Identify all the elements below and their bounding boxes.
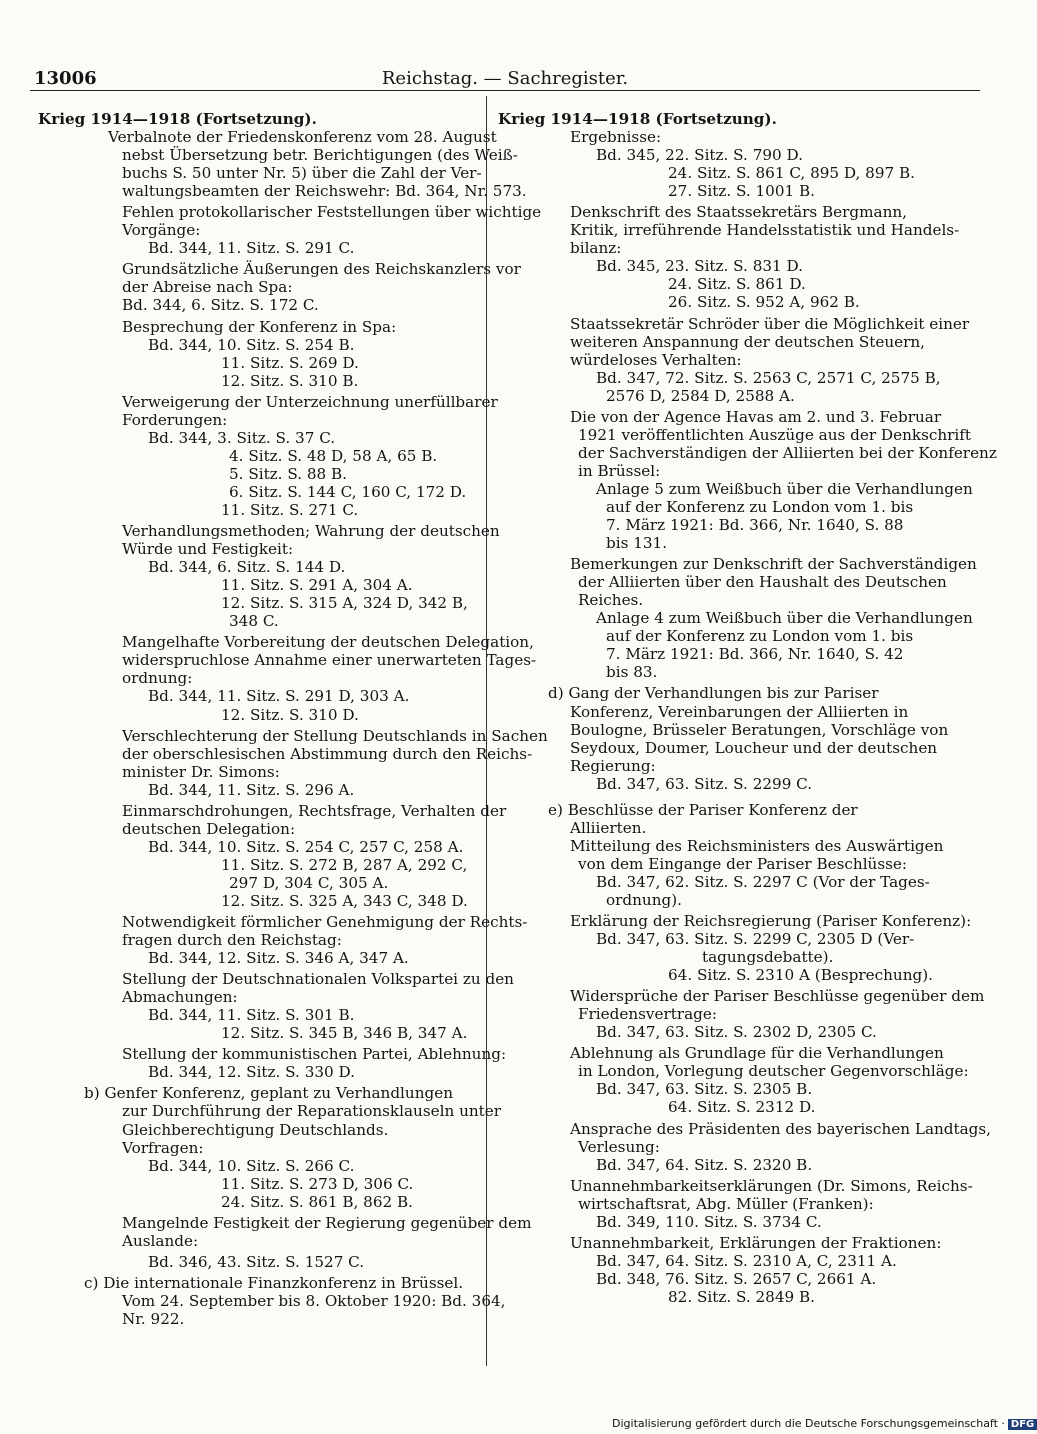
left-index-line: der oberschlesischen Abstimmung durch den Reichs- — [122, 744, 533, 763]
right-index-line: Bd. 347, 63. Sitz. S. 2302 D, 2305 C. — [596, 1023, 877, 1042]
left-index-line: 12. Sitz. S. 325 A, 343 C, 348 D. — [221, 891, 468, 910]
left-index-line: Notwendigkeit förmlicher Genehmigung der Rechts- — [122, 913, 528, 932]
right-index-line: Bd. 347, 62. Sitz. S. 2297 C (Vor der Tages- — [596, 872, 930, 891]
right-index-line: Alliierten. — [570, 818, 647, 837]
right-index-line: der Sachverständigen der Alliierten bei der Konferenz — [578, 443, 997, 462]
left-index-line: 11. Sitz. S. 272 B, 287 A, 292 C, — [221, 855, 468, 874]
left-index-line: Bd. 344, 3. Sitz. S. 37 C. — [148, 428, 336, 447]
left-index-line: Bd. 344, 11. Sitz. S. 291 D, 303 A. — [148, 687, 410, 706]
right-index-line: bilanz: — [570, 239, 622, 258]
right-index-line: 82. Sitz. S. 2849 B. — [668, 1287, 815, 1306]
right-index-line: Krieg 1914—1918 (Fortsetzung). — [498, 110, 777, 128]
left-index-line: widerspruchlose Annahme einer unerwarteten Tages- — [122, 651, 537, 670]
left-index-line: fragen durch den Reichstag: — [122, 931, 342, 950]
right-index-line: Bemerkungen zur Denkschrift der Sachverständigen — [570, 555, 977, 574]
right-index-line: 24. Sitz. S. 861 C, 895 D, 897 B. — [668, 164, 915, 183]
left-index-line: c) Die internationale Finanzkonferenz in Brüssel. — [84, 1273, 464, 1292]
left-index-line: ordnung: — [122, 669, 193, 688]
right-column — [498, 110, 997, 1306]
right-index-line: Reiches. — [578, 591, 644, 610]
right-index-line: Bd. 345, 23. Sitz. S. 831 D. — [596, 257, 803, 276]
right-index-line: ordnung). — [606, 890, 682, 909]
right-index-line: 64. Sitz. S. 2310 A (Besprechung). — [668, 966, 933, 985]
left-index-line: 12. Sitz. S. 310 B. — [221, 371, 359, 390]
right-index-line: 1921 veröffentlichten Auszüge aus der Denkschrift — [578, 425, 972, 444]
footer-text: Digitalisierung gefördert durch die Deutsche Forschungsgemeinschaft · — [612, 1417, 1005, 1430]
right-index-line: bis 131. — [606, 534, 668, 553]
left-index-line: Mangelhafte Vorbereitung der deutschen Delegation, — [122, 633, 534, 652]
right-index-line: Bd. 345, 22. Sitz. S. 790 D. — [596, 146, 803, 165]
left-index-line: zur Durchführung der Reparationsklauseln unter — [122, 1102, 501, 1121]
right-index-line: würdeloses Verhalten: — [570, 350, 742, 369]
left-index-line: 12. Sitz. S. 315 A, 324 D, 342 B, — [221, 594, 468, 613]
left-index-line: 24. Sitz. S. 861 B, 862 B. — [221, 1192, 413, 1211]
right-index-line: in London, Vorlegung deutscher Gegenvorschläge: — [578, 1062, 969, 1081]
right-index-line: Regierung: — [570, 756, 656, 775]
left-index-line: Abmachungen: — [122, 988, 238, 1007]
right-index-line: Bd. 348, 76. Sitz. S. 2657 C, 2661 A. — [596, 1269, 877, 1288]
right-index-line: Die von der Agence Havas am 2. und 3. Februar — [570, 407, 942, 426]
right-index-line: d) Gang der Verhandlungen bis zur Pariser — [548, 684, 879, 703]
left-index-line: Würde und Festigkeit: — [122, 540, 294, 559]
right-index-line: Widersprüche der Pariser Beschlüsse gegenüber dem — [570, 987, 985, 1006]
right-index-line: Mitteilung des Reichsministers des Auswärtigen — [570, 836, 944, 855]
running-title: Reichstag. — Sachregister. — [381, 68, 629, 89]
right-index-line: Bd. 347, 64. Sitz. S. 2320 B. — [596, 1155, 813, 1174]
left-index-line: Bd. 344, 6. Sitz. S. 172 C. — [122, 296, 319, 315]
right-index-line: von dem Eingange der Pariser Beschlüsse: — [578, 854, 908, 873]
left-index-line: 12. Sitz. S. 310 D. — [221, 705, 359, 724]
left-index-line: b) Genfer Konferenz, geplant zu Verhandlungen — [84, 1084, 453, 1103]
left-index-line: Vorgänge: — [122, 221, 201, 240]
left-index-line: 6. Sitz. S. 144 C, 160 C, 172 D. — [229, 482, 467, 501]
left-index-line: 5. Sitz. S. 88 B. — [229, 464, 347, 483]
right-index-line: 7. März 1921: Bd. 366, Nr. 1640, S. 88 — [606, 516, 904, 535]
left-index-line: waltungsbeamten der Reichswehr: Bd. 364, Nr. 573. — [122, 182, 527, 201]
right-index-line: Konferenz, Vereinbarungen der Alliierten in — [570, 702, 909, 721]
dfg-logo: DFG — [1008, 1419, 1037, 1430]
left-index-line: 12. Sitz. S. 345 B, 346 B, 347 A. — [221, 1024, 468, 1043]
left-index-line: Stellung der kommunistischen Partei, Ablehnung: — [122, 1045, 507, 1064]
right-index-line: Boulogne, Brüsseler Beratungen, Vorschläge von — [570, 720, 949, 739]
left-index-line: Bd. 344, 11. Sitz. S. 301 B. — [148, 1006, 355, 1025]
left-index-line: Bd. 344, 10. Sitz. S. 266 C. — [148, 1156, 355, 1175]
left-index-line: minister Dr. Simons: — [122, 762, 280, 781]
right-index-line: Anlage 4 zum Weißbuch über die Verhandlungen — [596, 609, 973, 628]
left-index-line: Gleichberechtigung Deutschlands. — [122, 1120, 389, 1139]
right-index-line: der Alliierten über den Haushalt des Deutschen — [578, 573, 947, 592]
left-column — [38, 110, 548, 1328]
right-index-line: Denkschrift des Staatssekretärs Bergmann, — [570, 203, 907, 222]
left-index-line: Bd. 346, 43. Sitz. S. 1527 C. — [148, 1252, 365, 1271]
left-index-line: Auslande: — [122, 1231, 199, 1250]
left-index-line: Bd. 344, 6. Sitz. S. 144 D. — [148, 558, 346, 577]
page-header — [30, 64, 980, 91]
left-index-line: Vorfragen: — [122, 1138, 204, 1157]
right-index-line: Bd. 347, 64. Sitz. S. 2310 A, C, 2311 A. — [596, 1251, 897, 1270]
left-index-line: der Abreise nach Spa: — [122, 278, 293, 297]
right-index-line: Kritik, irreführende Handelsstatistik und Handels- — [570, 221, 960, 240]
left-index-line: 11. Sitz. S. 271 C. — [221, 500, 359, 519]
left-index-line: 297 D, 304 C, 305 A. — [229, 873, 389, 892]
left-index-line: Verweigerung der Unterzeichnung unerfüllbarer — [122, 392, 498, 411]
right-index-line: Unannehmbarkeit, Erklärungen der Fraktionen: — [570, 1233, 942, 1252]
left-index-line: Verhandlungsmethoden; Wahrung der deutschen — [122, 522, 500, 541]
right-index-line: Bd. 347, 72. Sitz. S. 2563 C, 2571 C, 2575 B, — [596, 368, 941, 387]
left-index-line: Bd. 344, 10. Sitz. S. 254 B. — [148, 335, 355, 354]
right-index-line: e) Beschlüsse der Pariser Konferenz der — [548, 800, 858, 819]
left-index-line: Stellung der Deutschnationalen Volkspartei zu den — [122, 970, 514, 989]
right-index-line: Unannehmbarkeitserklärungen (Dr. Simons, Reichs- — [570, 1176, 973, 1195]
right-index-line: Bd. 349, 110. Sitz. S. 3734 C. — [596, 1212, 822, 1231]
right-index-line: Friedensvertrage: — [578, 1005, 718, 1024]
left-index-line: nebst Übersetzung betr. Berichtigungen (des Weiß- — [122, 146, 518, 165]
right-index-line: Bd. 347, 63. Sitz. S. 2305 B. — [596, 1080, 813, 1099]
right-index-line: 64. Sitz. S. 2312 D. — [668, 1098, 816, 1117]
right-index-line: 27. Sitz. S. 1001 B. — [668, 182, 815, 201]
left-index-line: Bd. 344, 11. Sitz. S. 291 C. — [148, 239, 355, 258]
left-index-line: Verschlechterung der Stellung Deutschlands in Sachen — [122, 726, 548, 745]
right-index-line: 26. Sitz. S. 952 A, 962 B. — [668, 293, 860, 312]
left-index-line: Verbalnote der Friedenskonferenz vom 28. August — [108, 128, 497, 147]
left-index-line: Grundsätzliche Äußerungen des Reichskanzlers vor — [122, 260, 521, 279]
right-index-line: wirtschaftsrat, Abg. Müller (Franken): — [578, 1194, 874, 1213]
right-index-line: Seydoux, Doumer, Loucheur und der deutschen — [570, 738, 938, 757]
left-index-line: Bd. 344, 12. Sitz. S. 346 A, 347 A. — [148, 949, 409, 968]
left-index-line: buchs S. 50 unter Nr. 5) über die Zahl der Ver- — [122, 164, 482, 183]
right-index-line: auf der Konferenz zu London vom 1. bis — [606, 627, 914, 646]
right-index-line: in Brüssel: — [578, 461, 661, 480]
right-index-line: Bd. 347, 63. Sitz. S. 2299 C, 2305 D (Ver- — [596, 930, 915, 949]
right-index-line: Staatssekretär Schröder über die Möglichkeit einer — [570, 314, 970, 333]
right-index-line: tagungsdebatte). — [702, 948, 834, 967]
page-number: 13006 — [34, 68, 97, 89]
footer — [612, 1417, 1037, 1430]
right-index-line: 7. März 1921: Bd. 366, Nr. 1640, S. 42 — [606, 645, 904, 664]
right-index-line: weiteren Anspannung der deutschen Steuern, — [570, 332, 925, 351]
left-index-line: Forderungen: — [122, 410, 228, 429]
left-index-line: deutschen Delegation: — [122, 819, 296, 838]
left-index-line: Nr. 922. — [122, 1310, 185, 1328]
right-index-line: auf der Konferenz zu London vom 1. bis — [606, 497, 914, 516]
right-index-line: Erklärung der Reichsregierung (Pariser Konferenz): — [570, 912, 972, 931]
left-index-line: 348 C. — [229, 612, 279, 631]
left-index-line: Bd. 344, 12. Sitz. S. 330 D. — [148, 1063, 355, 1082]
right-index-line: 2576 D, 2584 D, 2588 A. — [606, 386, 795, 405]
left-index-line: Bd. 344, 10. Sitz. S. 254 C, 257 C, 258 A. — [148, 837, 464, 856]
left-index-line: Vom 24. September bis 8. Oktober 1920: Bd. 364, — [122, 1291, 506, 1310]
right-index-line: Ansprache des Präsidenten des bayerischen Landtags, — [570, 1119, 992, 1138]
right-index-line: Anlage 5 zum Weißbuch über die Verhandlungen — [596, 479, 973, 498]
left-index-line: 11. Sitz. S. 273 D, 306 C. — [221, 1174, 414, 1193]
left-index-line: Besprechung der Konferenz in Spa: — [122, 317, 397, 336]
left-index-line: 11. Sitz. S. 291 A, 304 A. — [221, 576, 413, 595]
left-index-line: 11. Sitz. S. 269 D. — [221, 353, 359, 372]
left-index-line: 4. Sitz. S. 48 D, 58 A, 65 B. — [229, 446, 438, 465]
right-index-line: bis 83. — [606, 663, 658, 682]
right-index-line: Verlesung: — [578, 1137, 660, 1156]
left-index-line: Bd. 344, 11. Sitz. S. 296 A. — [148, 780, 355, 799]
left-index-line: Einmarschdrohungen, Rechtsfrage, Verhalten der — [122, 801, 507, 820]
right-index-line: Bd. 347, 63. Sitz. S. 2299 C. — [596, 774, 813, 793]
right-index-line: Ablehnung als Grundlage für die Verhandlungen — [570, 1044, 944, 1063]
left-index-line: Fehlen protokollarischer Feststellungen über wichtige — [122, 203, 542, 222]
left-index-line: Krieg 1914—1918 (Fortsetzung). — [38, 110, 317, 128]
left-index-line: Mangelnde Festigkeit der Regierung gegenüber dem — [122, 1213, 532, 1232]
right-index-line: 24. Sitz. S. 861 D. — [668, 275, 806, 294]
right-index-line: Ergebnisse: — [570, 128, 662, 147]
